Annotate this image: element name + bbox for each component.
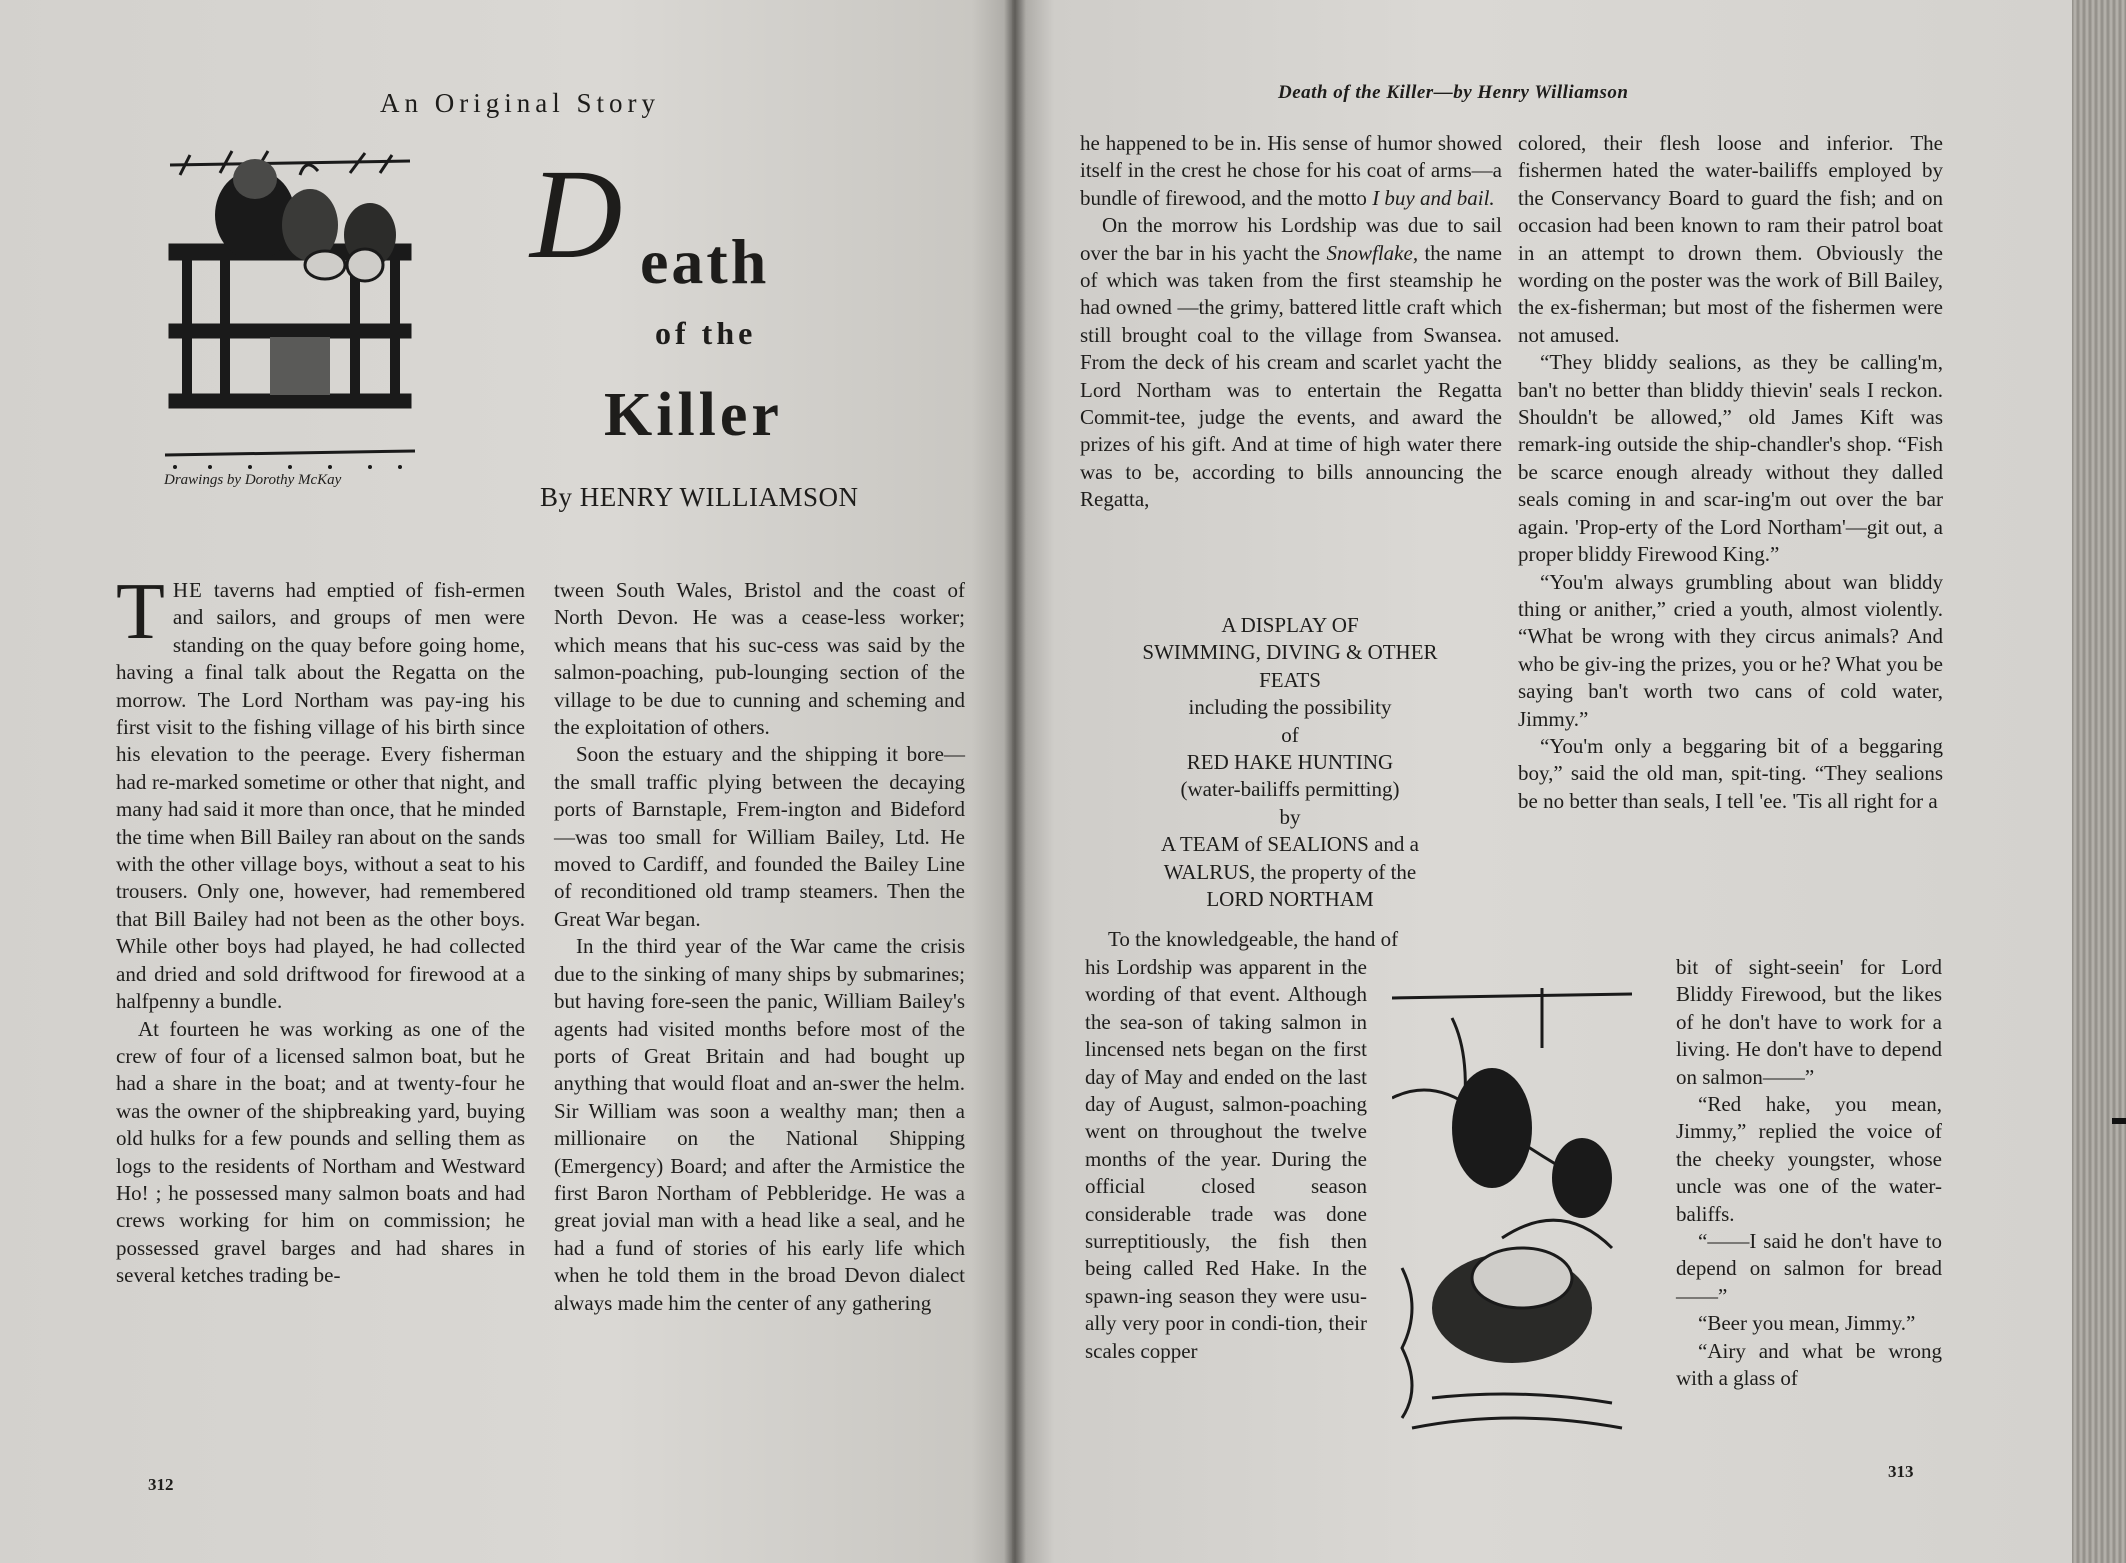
edge-marker bbox=[2112, 1118, 2126, 1124]
left-column-1 bbox=[116, 568, 525, 1290]
paragraph: Soon the estuary and the shipping it bore—the small traffic plying between the decaying ports of Barnstaple, Frem-ington and Bideford—was too small for William Bailey, Ltd. He moved to Cardiff, and founded the Bailey Line of reconditioned old tramp steamers. Then the Great War began. bbox=[554, 742, 965, 931]
story-overline: An Original Story bbox=[380, 88, 660, 118]
paragraph: In the third year of the War came the crisis due to the sinking of many ships by submarines; but having fore-seen the panic, William Bailey's agents had visited months before most of the ports of Great Britain and had bought up anything that would float and an-swer the helm. Sir William was soon a wealthy man; then a millionaire on the National Shipping (Emergency) Board; and after the Armistice the first Baron Northam of Pebbleridge. He was a great jovial man with a head like a seal, and he had a fund of stories of his early life which when he told them in the broad Devon dialect always made him the center of any gathering bbox=[554, 934, 965, 1315]
page-edges bbox=[2072, 0, 2126, 1563]
notice-line: A DISPLAY OF bbox=[1221, 613, 1359, 637]
byline: By HENRY WILLIAMSON bbox=[540, 482, 859, 512]
italic-text: Snowflake, bbox=[1326, 240, 1419, 265]
right-column-1-top bbox=[1080, 130, 1502, 514]
drop-cap: T bbox=[116, 568, 165, 656]
notice-line: WALRUS, the property of the bbox=[1163, 859, 1417, 884]
paragraph bbox=[116, 568, 525, 1016]
paragraph: tween South Wales, Bristol and the coast of North Devon. He was a cease-less worker; which means that his suc-cess was said by the salmon-poaching, pub-lounging section of the village to be due to cunning and scheming and the exploitation of others. bbox=[554, 578, 965, 740]
right-column-2-wrapped bbox=[1676, 954, 1942, 1393]
italic-text: I buy and bail. bbox=[1372, 185, 1495, 210]
paragraph-text: On the morrow his Lordship was due to sail over the bar in his yacht the bbox=[1080, 213, 1502, 265]
paragraph-text: taverns had emptied of fish-ermen and sailors, and groups of men were standing on the quay before going home, having a final talk about the Regatta on the morrow. The Lord Northam was pay-ing his first visit to the fishing village of his birth since his elevation to the peerage. Every fisherman had re-marked sometime or other that night, and many had said it more than once, that he minded the time when Bill Bailey ran about on the sands with the other village boys, without a seat to his trousers. Only one, however, had remembered that Bill Bailey had not been as the other boys. While other boys had played, he had collected and dried and sold driftwood for firewood at a halfpenny a bundle. bbox=[116, 578, 525, 1014]
right-column-1-wrapped: his Lordship was apparent in the wording of that event. Although the sea-son of taking salmon in lincensed nets began on the first day of May and ended on the last day of August, salmon-poaching went on throughout the twelve months of the year. During the official closed season considerable trade was done surreptitiously, the fish then being called Red Hake. In the spawn-ing season they were usu-ally very poor in condi-tion, their scales copper bbox=[1085, 955, 1367, 1363]
paragraph-text: he happened to be in. His sense of humor showed itself in the crest he chose for his coat of arms—a bundle of firewood, and the motto bbox=[1080, 131, 1502, 210]
title-death-initial: D bbox=[530, 143, 623, 285]
notice-line: SWIMMING, DIVING & OTHER bbox=[1142, 640, 1438, 665]
paragraph: “——I said he don't have to depend on salmon for bread——” bbox=[1676, 1229, 1942, 1308]
page-number: 312 bbox=[148, 1475, 174, 1494]
paragraph: “Red hake, you mean, Jimmy,” replied the voice of the cheeky youngster, whose uncle was one of the water-baliffs. bbox=[1676, 1092, 1942, 1226]
notice-line: LORD NORTHAM bbox=[1206, 887, 1374, 912]
paragraph-text: the name of which was taken from the first steamship he had owned —the grimy, battered little craft which still brought coal to the village from Swansea. From the deck of his cream and scarlet yacht the Lord Northam was to entertain the Regatta Commit-tee, judge the events, and award the prizes of his gift. And at time of high water there was to be, according to bills announcing the Regatta, bbox=[1080, 240, 1502, 512]
book-gutter bbox=[1004, 0, 1026, 1563]
paragraph: colored, their flesh loose and inferior. The fishermen hated the water-bailiffs employed by the Conservancy Board to guard the fish; and on occasion had been known to ram their patrol boat in an attempt to drown them. Obviously the wording on the poster was the work of Bill Bailey, the ex-fisherman; but most of the fishermen were not amused. bbox=[1518, 131, 1943, 347]
paragraph: “Airy and what be wrong with a glass of bbox=[1676, 1338, 1942, 1391]
paragraph: “You'm always grumbling about wan bliddy thing or anither,” cried a youth, almost violently. “What be wrong with they circus animals? And who be giv-ing the prizes, you or he? What you be saying ban't worth two cans of cold water, Jimmy.” bbox=[1518, 569, 1943, 731]
right-page bbox=[1012, 0, 2072, 1563]
left-column-2 bbox=[554, 577, 965, 1317]
paragraph: bit of sight-seein' for Lord Bliddy Firewood, but the likes of he don't have to work for a living. He don't have to depend on salmon——” bbox=[1676, 955, 1942, 1089]
notice-line: RED HAKE HUNTING bbox=[1186, 750, 1394, 775]
illustration-credit: Drawings by Dorothy McKay bbox=[164, 472, 342, 488]
paragraph: “They bliddy sealions, as they be calling'm, ban't no better than bliddy thievin' seals I reckon. Shouldn't be allowed,” old James Kift was remark-ing outside the ship-chandler's shop. “Fish be scarce enough already without they dalled seals coming in and scar-ing'm out over the bar again. 'Prop-erty of the Lord Northam'—git out, a proper bliddy Firewood King.” bbox=[1518, 350, 1943, 567]
notice-line: (water-bailiffs permitting) bbox=[1180, 777, 1400, 802]
regatta-notice bbox=[1085, 612, 1495, 913]
notice-line: FEATS bbox=[1259, 667, 1321, 692]
notice-line: including the possibility bbox=[1188, 695, 1392, 720]
paragraph: At fourteen he was working as one of the crew of four of a licensed salmon boat, but he had a share in the boat; and at twenty-four he was the owner of the shipbreaking yard, buying old hulks for a few pounds and selling them as logs to the residents of Northam and Westward Ho! ; he possessed many salmon boats and had crews working for him on commission; he possessed gravel barges and had shares in several ketches trading be- bbox=[116, 1016, 525, 1288]
title-death-rest: eath bbox=[640, 226, 770, 297]
right-column-2-top bbox=[1518, 130, 1943, 815]
notice-line: by bbox=[1279, 804, 1301, 829]
page-number: 313 bbox=[1888, 1462, 1914, 1481]
lead-smallcaps: HE bbox=[172, 578, 203, 602]
paragraph bbox=[1080, 130, 1502, 212]
title-killer: Killer bbox=[604, 381, 783, 449]
paragraph: “Beer you mean, Jimmy.” bbox=[1698, 1311, 1916, 1336]
right-column-1-lead: To the knowledgeable, the hand of bbox=[1108, 927, 1399, 951]
spectators-illustration bbox=[160, 145, 420, 475]
running-head: Death of the Killer—by Henry Williamson bbox=[1278, 82, 1629, 103]
title-of-the: of the bbox=[655, 315, 757, 351]
sealions-illustration bbox=[1392, 978, 1632, 1443]
left-page bbox=[0, 0, 1012, 1563]
paragraph: “You'm only a beggaring bit of a beggaring boy,” said the old man, spit-ting. “They sealions be no better than seals, I tell 'ee. 'Tis all right for a bbox=[1518, 733, 1943, 813]
paragraph bbox=[1080, 212, 1502, 513]
notice-line: of bbox=[1281, 722, 1299, 747]
notice-line: A TEAM of SEALIONS and a bbox=[1160, 832, 1419, 857]
